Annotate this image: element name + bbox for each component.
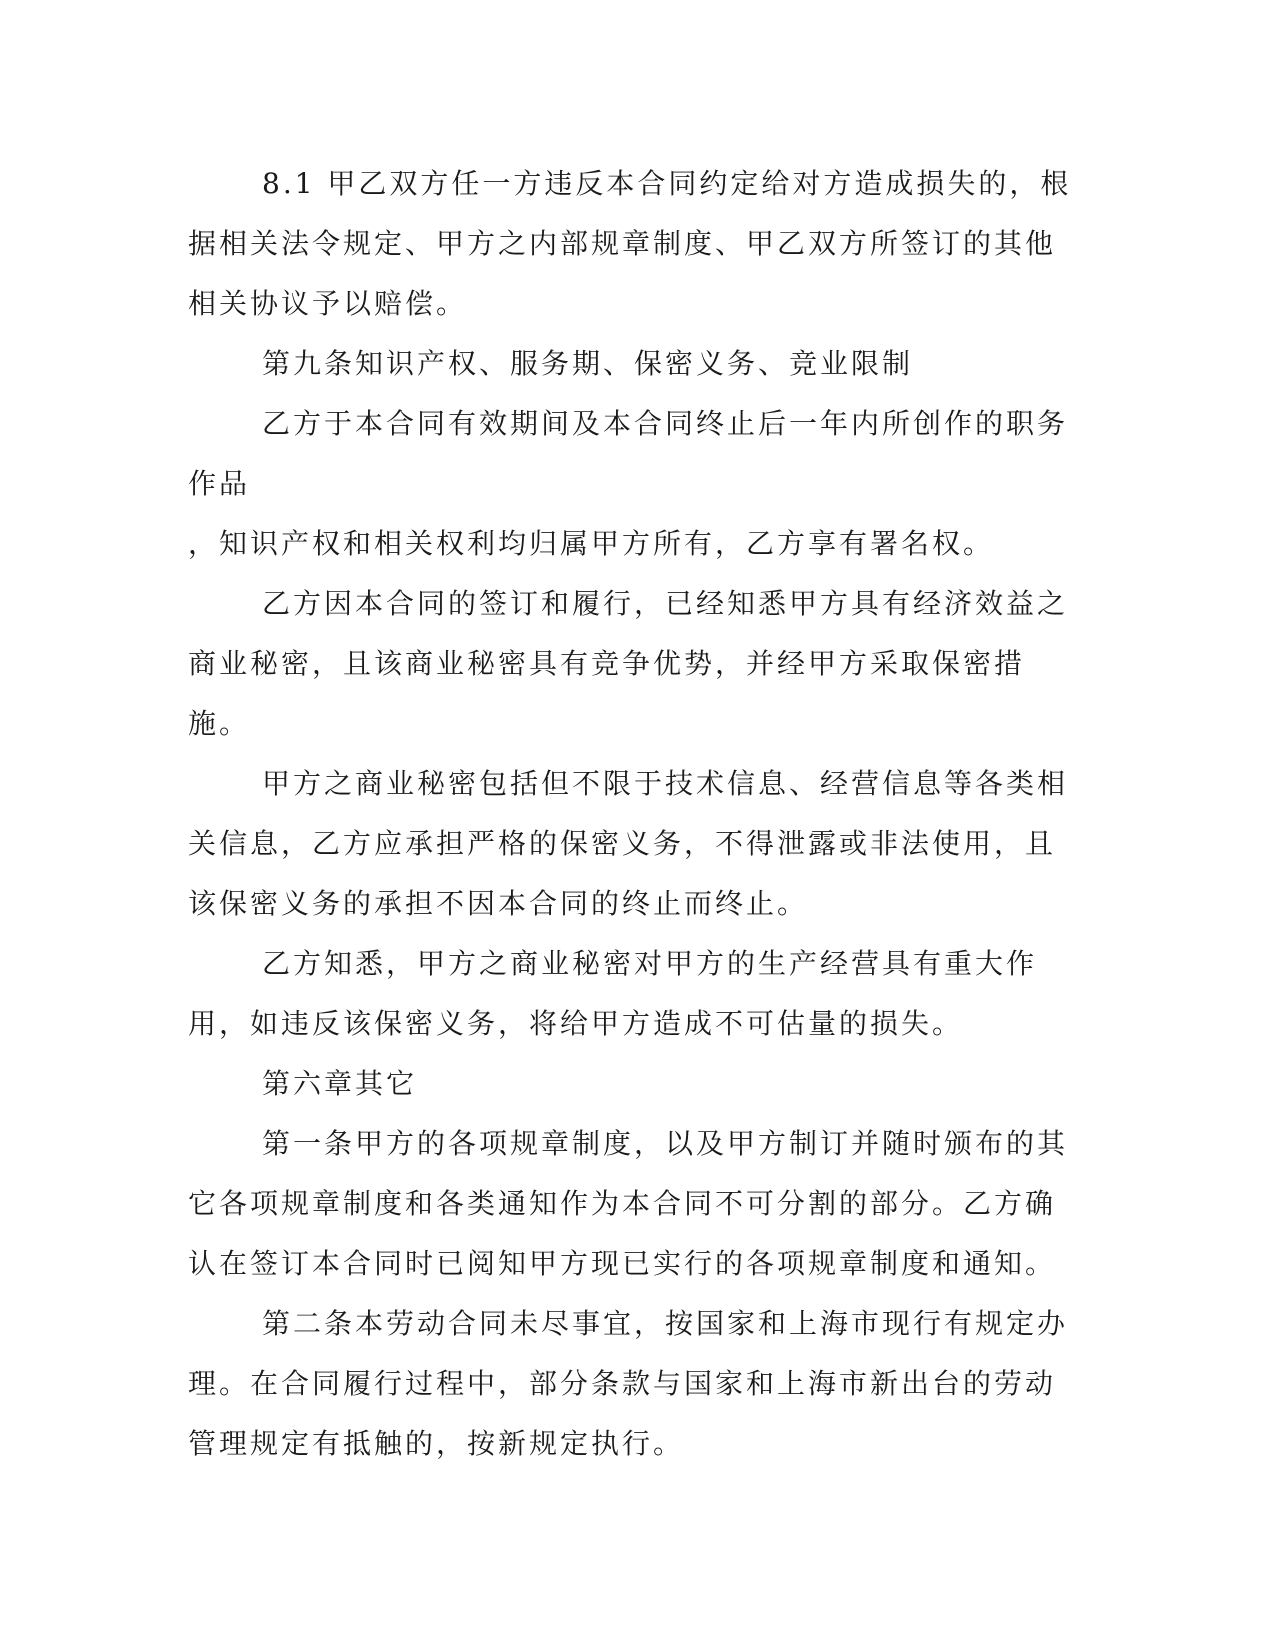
paragraph-8-1: 8.1 甲乙双方任一方违反本合同约定给对方造成损失的，根据相关法令规定、甲方之内部规章制度、甲乙双方所签订的其他相关协议予以赔偿。 (188, 167, 1072, 320)
paragraph-trade-secret-scope: 甲方之商业秘密包括但不限于技术信息、经营信息等各类相关信息，乙方应承担严格的保密义务，不得泄露或非法使用，且该保密义务的承担不因本合同的终止而终止。 (188, 767, 1069, 920)
paragraph-trade-secret-importance: 乙方知悉，甲方之商业秘密对甲方的生产经营具有重大作用，如违反该保密义务，将给甲方造成不可估量的损失。 (188, 947, 1038, 1040)
document-body (188, 154, 1078, 1474)
chapter-6-heading: 第六章其它 (262, 1067, 418, 1100)
paragraph-article-2: 第二条本劳动合同未尽事宜，按国家和上海市现行有规定办理。在合同履行过程中，部分条款与国家和上海市新出台的劳动管理规定有抵触的，按新规定执行。 (188, 1307, 1069, 1460)
paragraph-ip-ownership: 乙方于本合同有效期间及本合同终止后一年内所创作的职务作品 ，知识产权和相关权利均归属甲方所有，乙方享有署名权。 (188, 407, 1069, 560)
article-9-heading: 第九条知识产权、服务期、保密义务、竞业限制 (262, 347, 914, 380)
paragraph-article-1: 第一条甲方的各项规章制度，以及甲方制订并随时颁布的其它各项规章制度和各类通知作为本合同不可分割的部分。乙方确认在签订本合同时已阅知甲方现已实行的各项规章制度和通知。 (188, 1127, 1069, 1280)
paragraph-trade-secret-awareness: 乙方因本合同的签订和履行，已经知悉甲方具有经济效益之商业秘密，且该商业秘密具有竞争优势，并经甲方采取保密措施。 (188, 587, 1069, 740)
